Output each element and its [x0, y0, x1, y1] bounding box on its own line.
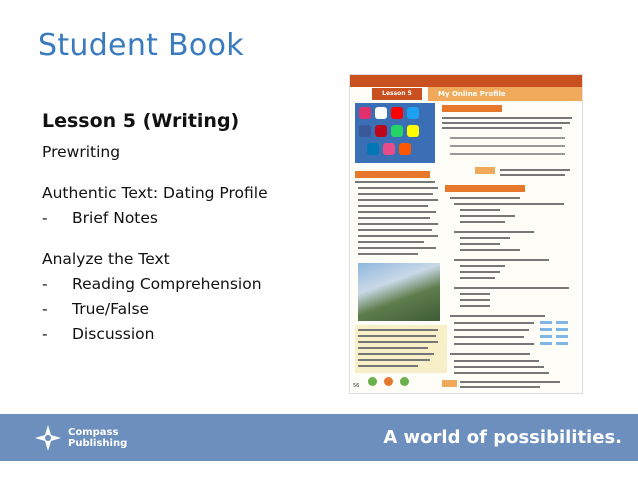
- student-book-page-thumbnail: [350, 75, 582, 393]
- footer-bar: [0, 414, 638, 461]
- brand-line-2: Publishing: [68, 438, 128, 449]
- book-lesson-name: My Online Profile: [428, 87, 582, 101]
- bullet-dash: -: [42, 300, 48, 318]
- authentic-bullet: [42, 206, 332, 231]
- book-top-bar: [350, 75, 582, 87]
- slide-title: Student Book: [38, 28, 244, 63]
- bullet-text: True/False: [72, 300, 150, 318]
- brand-name: [68, 427, 127, 449]
- social-media-icons-image: [355, 103, 435, 163]
- bullet-dash: -: [42, 275, 48, 293]
- lesson-outline: [42, 110, 332, 347]
- compass-star-icon: [34, 424, 62, 452]
- analyze-text-title: Analyze the Text: [42, 250, 170, 268]
- analyze-bullet: [42, 322, 332, 347]
- book-lesson-tag: Lesson 5: [372, 88, 422, 100]
- analyze-bullet: [42, 272, 332, 297]
- brand-line-1: Compass: [68, 427, 119, 438]
- footer-tagline: A world of possibilities.: [383, 427, 622, 448]
- bullet-text: Discussion: [72, 325, 155, 343]
- profile-photo: [358, 263, 440, 321]
- book-page-number: 56: [353, 383, 360, 389]
- bullet-dash: -: [42, 209, 48, 227]
- bullet-text: Brief Notes: [72, 209, 158, 227]
- bullet-text: Reading Comprehension: [72, 275, 262, 293]
- compass-publishing-logo: [34, 422, 154, 454]
- analyze-bullet: [42, 297, 332, 322]
- lesson-heading: Lesson 5 (Writing): [42, 110, 240, 132]
- bullet-dash: -: [42, 325, 48, 343]
- authentic-text-title: Authentic Text: Dating Profile: [42, 184, 268, 202]
- prewriting-label: Prewriting: [42, 143, 121, 161]
